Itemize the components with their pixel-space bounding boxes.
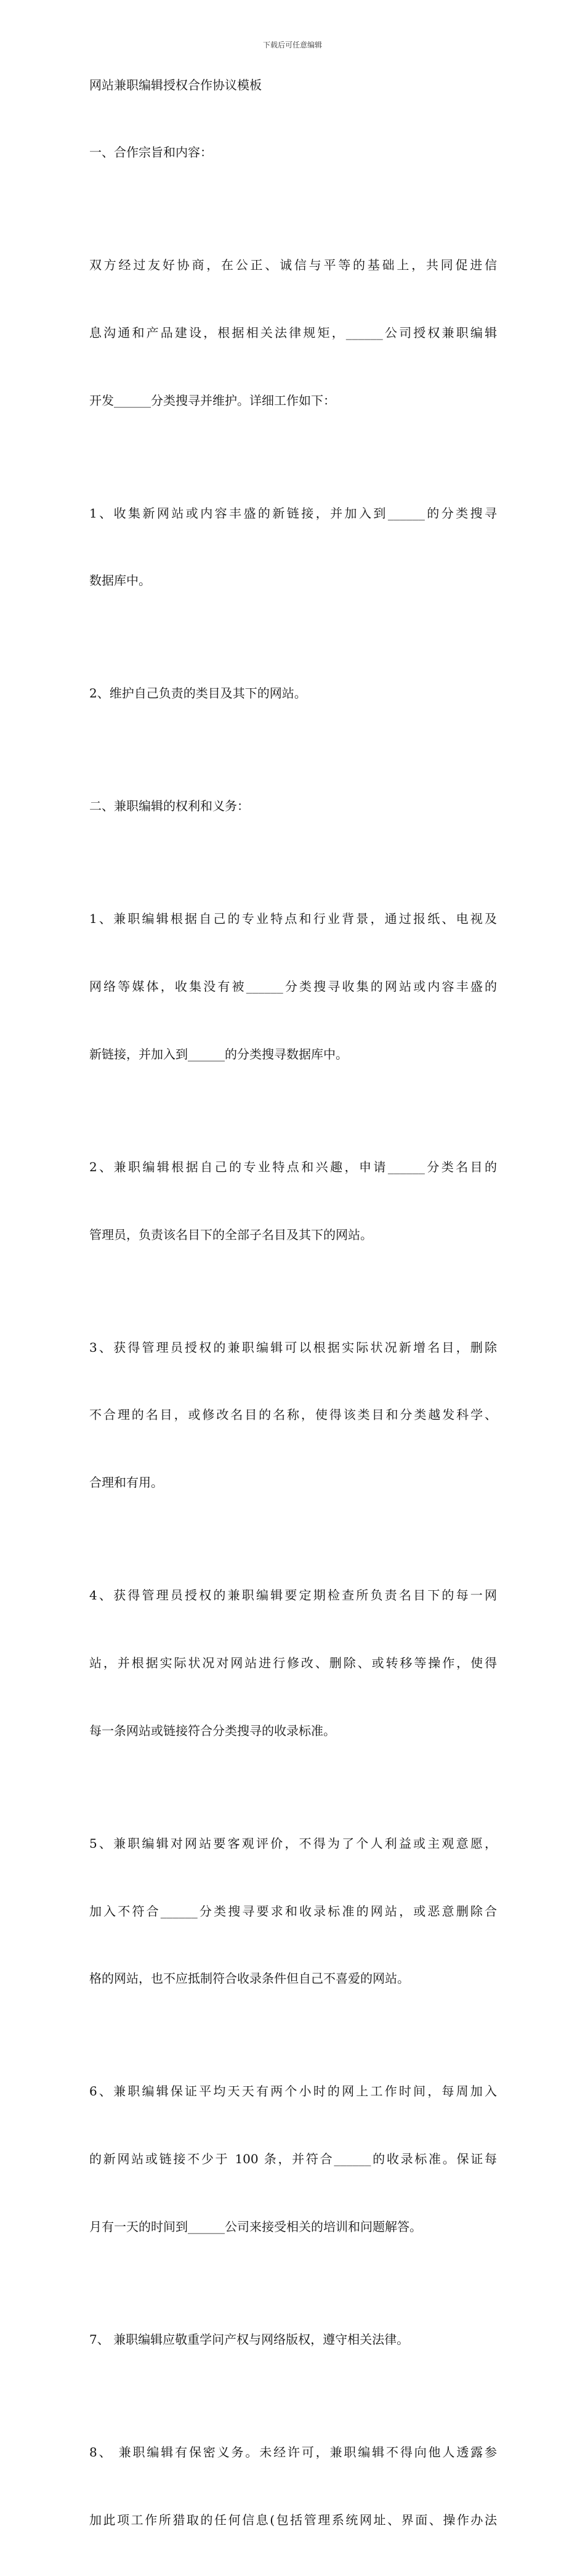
paragraph-6 (89, 863, 497, 1111)
paragraph-10 (89, 1787, 497, 2036)
text-line: 一、合作宗旨和内容： (89, 145, 212, 160)
text-line: 不合理的名目，或修改名目的名称，使得该类目和分类越发科学、 (89, 1407, 497, 1423)
text-line: 数据库中。 (89, 573, 151, 588)
text-line: 息沟通和产品建设，根据相关法律规矩，______公司授权兼职编辑 (89, 325, 497, 340)
document-body (89, 74, 497, 2576)
document-title: 网站兼职编辑授权合作协议模板 (89, 78, 262, 92)
text-line: 格的网站，也不应抵制符合收录条件但自己不喜爱的网站。 (89, 1971, 410, 1986)
paragraph-7 (89, 1111, 497, 1291)
paragraph-5 (89, 750, 497, 863)
text-line: 5、兼职编辑对网站要客观评价，不得为了个人利益或主观意愿， (89, 1835, 497, 1851)
paragraph-9 (89, 1539, 497, 1787)
text-line: 加入不符合______分类搜寻要求和收录标准的网站，或恶意删除合 (89, 1903, 497, 1919)
paragraph-12 (89, 2283, 497, 2396)
page-header: 下载后可任意编辑 (262, 41, 322, 49)
paragraph-13 (89, 2396, 497, 2576)
paragraph-2 (89, 209, 497, 457)
text-line: 4、获得管理员授权的兼职编辑要定期检查所负责名目下的每一网 (89, 1588, 497, 1603)
text-line: 3、获得管理员授权的兼职编辑可以根据实际状况新增名目，删除 (89, 1339, 497, 1355)
text-line: 每一条网站或链接符合分类搜寻的收录标准。 (89, 1723, 336, 1738)
paragraph-1 (89, 96, 497, 209)
text-line: 网络等媒体，收集没有被______分类搜寻收集的网站或内容丰盛的 (89, 979, 497, 994)
text-line: 加此项工作所猎取的任何信息(包括管理系统网址、界面、操作办法 (89, 2512, 497, 2527)
text-line: 6、兼职编辑保证平均天天有两个小时的网上工作时间，每周加入 (89, 2084, 497, 2099)
text-line: 的新网站或链接不少于 100 条，并符合______的收录标准。保证每 (89, 2151, 497, 2167)
text-line: 二、兼职编辑的权利和义务： (89, 798, 249, 814)
paragraph-11 (89, 2035, 497, 2283)
text-line: 2、维护自己负责的类目及其下的网站。 (89, 686, 307, 701)
text-line: 月有一天的时间到______公司来接受相关的培训和问题解答。 (89, 2219, 422, 2234)
paragraph-3 (89, 457, 497, 638)
text-line: 开发______分类搜寻并维护。详细工作如下： (89, 392, 336, 408)
text-line: 新链接，并加入到______的分类搜寻数据库中。 (89, 1046, 348, 1062)
text-line: 1、兼职编辑根据自己的专业特点和行业背景，通过报纸、电视及 (89, 911, 497, 927)
text-line: 站，并根据实际状况对网站进行修改、删除、或转移等操作，使得 (89, 1655, 497, 1670)
text-line: 8、 兼职编辑有保密义务。未经许可，兼职编辑不得向他人透露参 (89, 2444, 497, 2460)
paragraph-8 (89, 1291, 497, 1539)
text-line: 管理员，负责该名目下的全部子名目及其下的网站。 (89, 1227, 373, 1242)
text-line: 2、兼职编辑根据自己的专业特点和兴趣，申请______分类名目的 (89, 1159, 497, 1174)
text-line: 1、收集新网站或内容丰盛的新链接，并加入到______的分类搜寻 (89, 505, 497, 521)
paragraph-4 (89, 637, 497, 750)
text-line: 7、 兼职编辑应敬重学问产权与网络版权，遵守相关法律。 (89, 2331, 410, 2347)
text-line: 双方经过友好协商，在公正、诚信与平等的基础上，共同促进信 (89, 258, 497, 273)
text-line: 合理和有用。 (89, 1475, 163, 1490)
